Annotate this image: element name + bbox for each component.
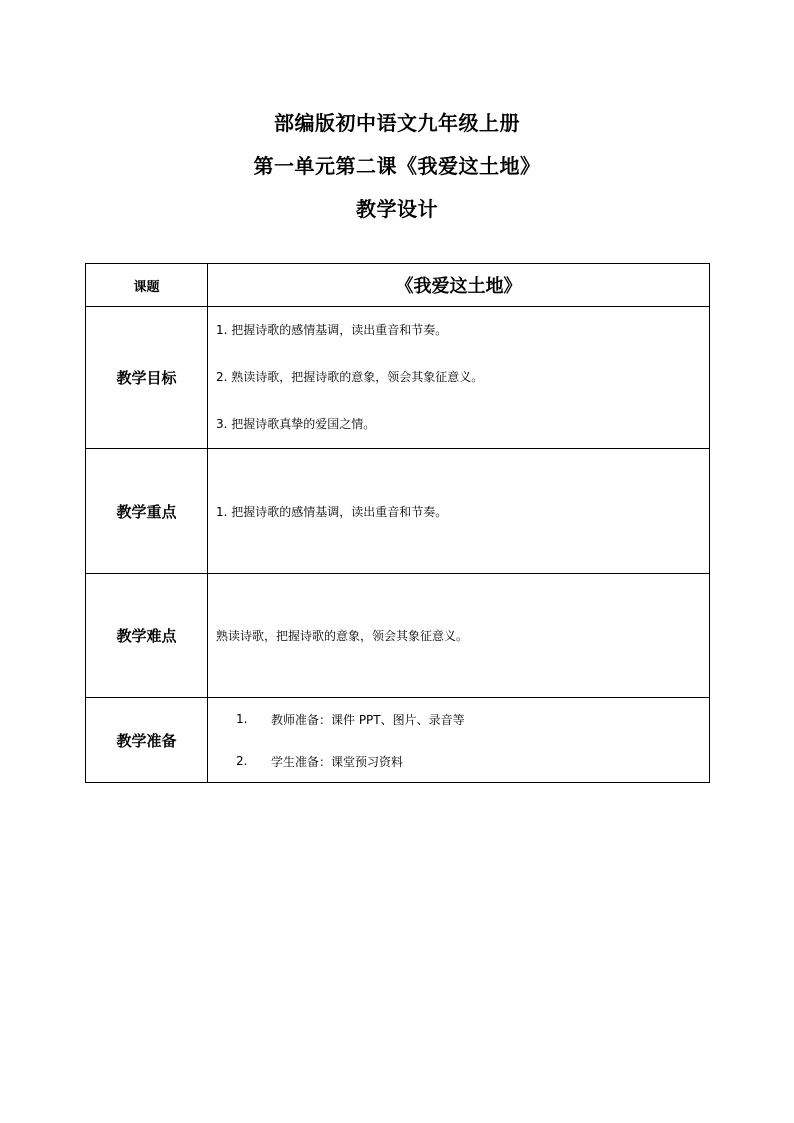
focus-content: 1. 把握诗歌的感情基调，读出重音和节奏。	[208, 449, 710, 574]
prep-item-text: 教师准备：课件 PPT、图片、录音等	[271, 712, 465, 727]
prep-item	[216, 740, 709, 782]
difficulty-label: 教学难点	[86, 574, 208, 698]
title-line-lesson: 第一单元第二课《我爱这土地》	[253, 154, 541, 178]
topic-value: 《我爱这土地》	[208, 264, 710, 307]
goals-label: 教学目标	[86, 307, 208, 449]
lesson-plan-table	[85, 263, 710, 783]
topic-label: 课题	[86, 264, 208, 307]
prep-item-number: 1.	[236, 712, 248, 726]
goal-item: 2. 熟读诗歌，把握诗歌的意象，领会其象征意义。	[216, 370, 484, 384]
prep-content	[208, 698, 710, 783]
title-line-textbook: 部编版初中语文九年级上册	[274, 111, 520, 135]
prep-item	[216, 698, 709, 740]
table-row-goals	[86, 307, 710, 449]
table-row-topic	[86, 264, 710, 307]
prep-label: 教学准备	[86, 698, 208, 783]
prep-item-text: 学生准备：课堂预习资料	[271, 754, 404, 769]
document-title	[0, 102, 794, 231]
table-row-focus	[86, 449, 710, 574]
prep-item-number: 2.	[236, 754, 248, 768]
goals-content	[208, 307, 710, 449]
table-row-difficulty	[86, 574, 710, 698]
focus-label: 教学重点	[86, 449, 208, 574]
table-row-prep	[86, 698, 710, 783]
goal-item: 1. 把握诗歌的感情基调，读出重音和节奏。	[216, 323, 448, 337]
goal-item: 3. 把握诗歌真挚的爱国之情。	[216, 417, 376, 431]
difficulty-content: 熟读诗歌，把握诗歌的意象，领会其象征意义。	[208, 574, 710, 698]
title-line-design: 教学设计	[356, 197, 438, 221]
